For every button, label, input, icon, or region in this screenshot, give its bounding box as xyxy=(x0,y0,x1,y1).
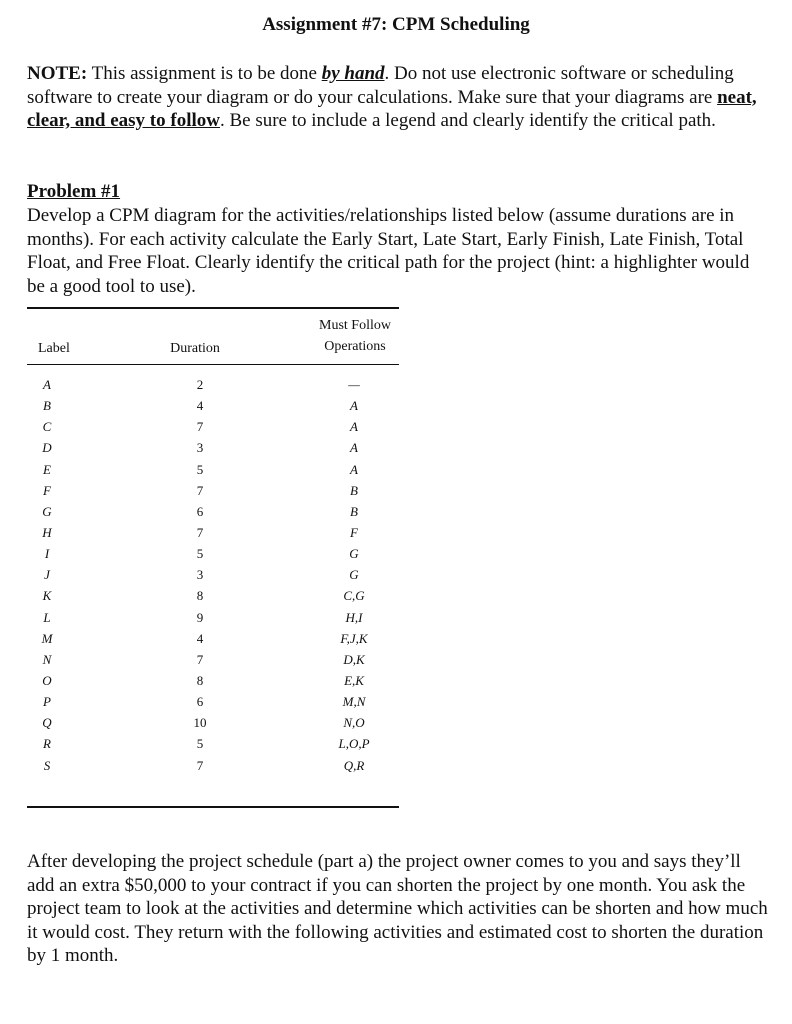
table-bottom-rule xyxy=(27,806,399,808)
table-row xyxy=(27,628,407,649)
cell-predecessors: C,G xyxy=(343,588,365,604)
cell-label: E xyxy=(43,461,51,477)
cell-label: S xyxy=(43,757,51,773)
cell-label: C xyxy=(42,419,52,435)
cell-duration: 7 xyxy=(196,524,204,540)
table-row xyxy=(27,501,407,522)
table-row xyxy=(27,437,407,458)
cell-predecessors: M,N xyxy=(342,694,366,710)
cell-label: A xyxy=(43,377,51,392)
table-row xyxy=(27,480,407,501)
cell-label: M xyxy=(41,630,53,646)
header-label: Label xyxy=(38,341,70,356)
header-duration: Duration xyxy=(170,341,220,356)
cell-label: R xyxy=(43,736,51,752)
note-by-hand: by hand xyxy=(321,63,385,84)
table-header-rule xyxy=(27,364,399,365)
cell-duration: 3 xyxy=(196,440,204,456)
after-paragraph: After developing the project schedule (part a) the project owner comes to you and says they’ll add an extra $50,000 to your contract if you can shorten the project by one month. You ask the project team to look at the activities and determine which activities can be shorten and how much it would cost. They return with the following activities and estimated cost to shorten the duration by 1 month. xyxy=(27,851,768,966)
cell-predecessors: Q,R xyxy=(343,757,365,773)
cell-duration: 6 xyxy=(196,503,204,519)
page-title: Assignment #7: CPM Scheduling xyxy=(262,14,530,35)
table-row xyxy=(27,649,407,670)
cell-predecessors: B xyxy=(350,503,358,519)
table-row xyxy=(27,607,407,628)
cell-label: D xyxy=(42,440,52,456)
cell-duration: 7 xyxy=(196,651,204,667)
cell-duration: 8 xyxy=(196,588,204,604)
table-row xyxy=(27,395,407,416)
cell-predecessors: — xyxy=(348,377,360,392)
cell-duration: 7 xyxy=(196,419,204,435)
cell-predecessors: A xyxy=(350,398,358,414)
cell-label: Q xyxy=(42,715,52,731)
note-emphasis: neat, clear, and easy to follow xyxy=(27,86,757,131)
cell-predecessors: B xyxy=(350,482,358,498)
cell-duration: 5 xyxy=(196,736,204,752)
note-paragraph xyxy=(27,62,772,133)
cell-duration: 5 xyxy=(196,546,204,562)
cell-label: N xyxy=(42,651,52,667)
table-row xyxy=(27,712,407,733)
cell-predecessors: N,O xyxy=(343,715,365,731)
table-row xyxy=(27,691,407,712)
header-must-follow-line1: Must Follow xyxy=(319,318,391,333)
table-row xyxy=(27,585,407,606)
cell-duration: 10 xyxy=(193,715,207,731)
header-must-follow-line2: Operations xyxy=(324,339,386,354)
cell-duration: 7 xyxy=(196,757,204,773)
cell-predecessors: L,O,P xyxy=(338,736,370,752)
note-lead: NOTE: xyxy=(27,63,88,84)
cell-label: J xyxy=(44,567,50,583)
problem-body: Develop a CPM diagram for the activities/relationships listed below (assume durations are in months). For each activity calculate the Early Start, Late Start, Early Finish, Late Finish, Total Float, and Free Float. Clearly identify the critical path for the project (hint: a highlighter would be a good tool to use). xyxy=(27,205,750,297)
table-row xyxy=(27,522,407,543)
table-row xyxy=(27,374,407,395)
table-top-rule xyxy=(27,307,399,309)
cell-predecessors: A xyxy=(350,461,358,477)
table-row xyxy=(27,416,407,437)
problem-heading: Problem #1 xyxy=(27,181,121,202)
note-text-3: . Be sure to include a legend and clearly identify the critical path. xyxy=(219,110,716,131)
cell-duration: 2 xyxy=(196,377,204,392)
table-row xyxy=(27,543,407,564)
table-row xyxy=(27,459,407,480)
cell-duration: 9 xyxy=(196,609,204,625)
cell-duration: 4 xyxy=(196,398,204,414)
cell-predecessors: G xyxy=(349,567,359,583)
cell-duration: 4 xyxy=(196,630,204,646)
table-row xyxy=(27,670,407,691)
cell-predecessors: E,K xyxy=(344,672,364,688)
cell-duration: 7 xyxy=(196,482,204,498)
table-row xyxy=(27,733,407,754)
cell-predecessors: G xyxy=(349,546,359,562)
cell-duration: 8 xyxy=(196,672,204,688)
cell-label: F xyxy=(43,482,51,498)
cell-label: B xyxy=(43,398,51,414)
header-must-follow xyxy=(290,315,420,357)
cell-predecessors: H,I xyxy=(345,609,363,625)
table-row xyxy=(27,755,407,776)
activity-table xyxy=(27,374,407,776)
cell-predecessors: A xyxy=(350,419,358,435)
cell-label: L xyxy=(43,609,51,625)
cell-label: H xyxy=(42,524,52,540)
cell-label: I xyxy=(44,546,50,562)
cell-duration: 5 xyxy=(196,461,204,477)
cell-duration: 6 xyxy=(196,694,204,710)
note-text-1: This assignment is to be done xyxy=(87,63,322,84)
cell-label: K xyxy=(42,588,52,604)
note-text-2: . Do not use electronic software or scheduling software to create your diagram or do your calculations. Make sure that your diagrams are xyxy=(27,63,734,108)
cell-predecessors: A xyxy=(350,440,358,456)
cell-label: O xyxy=(42,672,52,688)
cell-duration: 3 xyxy=(196,567,204,583)
cell-predecessors: F,J,K xyxy=(340,630,368,646)
cell-predecessors: D,K xyxy=(343,651,365,667)
cell-predecessors: F xyxy=(350,524,358,540)
table-row xyxy=(27,564,407,585)
cell-label: G xyxy=(42,503,52,519)
cell-label: P xyxy=(43,694,51,710)
